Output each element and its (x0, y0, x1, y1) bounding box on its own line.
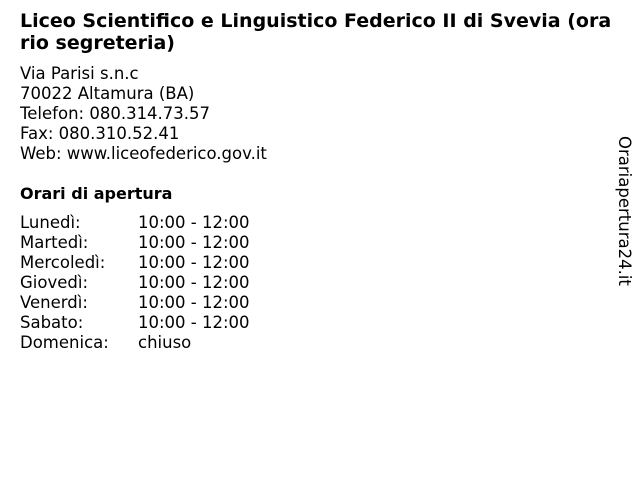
day-label: Lunedì: (20, 213, 81, 232)
city-address: 70022 Altamura (BA) (20, 84, 195, 103)
opening-hours-heading: Orari di apertura (20, 184, 173, 203)
day-label: Sabato: (20, 313, 84, 332)
day-label: Venerdì: (20, 293, 88, 312)
day-label: Martedì: (20, 233, 89, 252)
day-label: Mercoledì: (20, 253, 106, 272)
time-value: 10:00 - 12:00 (138, 233, 250, 252)
time-value: 10:00 - 12:00 (138, 213, 250, 232)
phone-number: Telefon: 080.314.73.57 (20, 104, 211, 123)
day-label: Domenica: (20, 333, 109, 352)
time-value: 10:00 - 12:00 (138, 293, 250, 312)
page-title: Liceo Scientifico e Linguistico Federico II di Svevia (orario segreteria) (20, 10, 612, 54)
street-address: Via Parisi s.n.c (20, 64, 139, 83)
fax-number: Fax: 080.310.52.41 (20, 124, 180, 143)
website: Web: www.liceofederico.gov.it (20, 144, 267, 163)
address-block (20, 64, 267, 164)
time-value: 10:00 - 12:00 (138, 313, 250, 332)
time-value: chiuso (138, 333, 192, 352)
day-label: Giovedì: (20, 273, 88, 292)
site-watermark: Orariapertura24.it (615, 136, 634, 286)
time-value: 10:00 - 12:00 (138, 273, 250, 292)
time-value: 10:00 - 12:00 (138, 253, 250, 272)
